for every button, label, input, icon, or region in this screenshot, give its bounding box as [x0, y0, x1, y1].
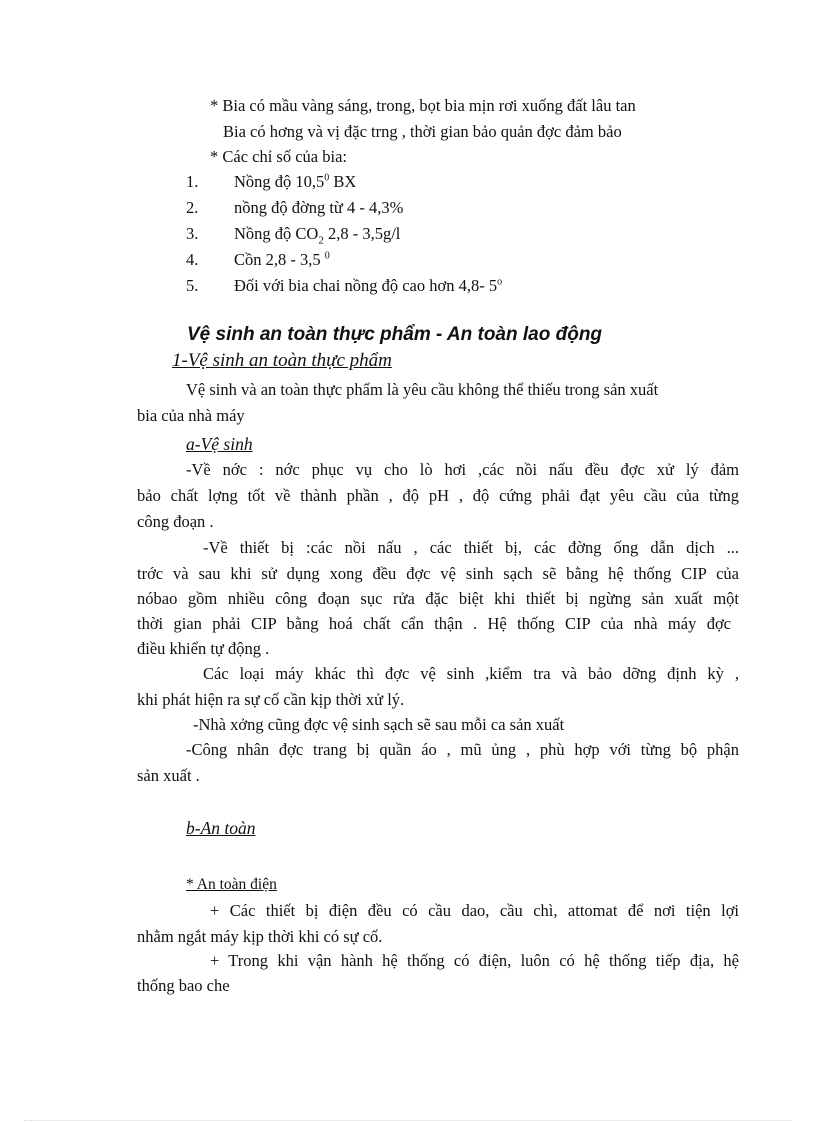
index-item-2: nồng độ đờng từ 4 - 4,3% — [234, 198, 404, 217]
worker-line-2: sản xuất . — [137, 766, 200, 785]
section-1-title: 1-Vệ sinh an toàn thực phẩm — [172, 350, 392, 371]
equip-line-4: thời gian phải CIP bằng hoá chất cẩn thận . Hệ thống CIP của nhà máy đợc — [137, 614, 731, 633]
water-line-3: công đoạn . — [137, 512, 214, 531]
section-1-paragraph-line-2: bia của nhà máy — [137, 406, 245, 425]
section-1-paragraph-line-1: Vệ sinh và an toàn thực phẩm là yêu cầu không thể thiếu trong sản xuất — [186, 380, 659, 399]
section-heading: Vệ sinh an toàn thực phẩm - An toàn lao động — [187, 324, 603, 345]
electric-item-2-line-2: thống bao che — [137, 976, 230, 995]
water-line-1: -Về nớc : nớc phục vụ cho lò hơi ,các nồi nấu đều đợc xử lý đảm — [186, 460, 739, 479]
water-line-2: bảo chất lợng tốt về thành phần , độ pH , độ cứng phải đạt yêu cầu của từng — [137, 486, 739, 505]
equip-line-2: trớc và sau khi sử dụng xong đều đợc vệ sinh sạch sẽ bằng hệ thống CIP của — [137, 564, 739, 583]
intro-line-2: Bia có hơng và vị đặc trng , thời gian bảo quản đợc đảm bảo — [223, 122, 622, 141]
worker-line-1: -Công nhân đợc trang bị quần áo , mũ ủng , phù hợp với từng bộ phận — [186, 740, 739, 759]
intro-line-3: * Các chỉ số của bia: — [210, 147, 347, 166]
page-bottom-divider — [24, 1120, 792, 1121]
electric-safety-title: * An toàn điện — [186, 876, 277, 893]
equip-line-3: nóbao gồm nhiều công đoạn sục rửa đặc biệt khi thiết bị ngừng sản xuất một — [137, 589, 739, 608]
electric-item-2-line-1: + Trong khi vận hành hệ thống có điện, luôn có hệ thống tiếp địa, hệ — [210, 951, 739, 970]
electric-item-1-line-1: + Các thiết bị điện đều có cầu dao, cầu chì, attomat để nơi tiện lợi — [210, 901, 739, 920]
index-item-3: Nồng độ $CO_2$ 2,8 - 3,5g/l — [234, 224, 401, 247]
index-number: 4. — [186, 250, 199, 269]
machine-line-2: khi phát hiện ra sự cố cần kịp thời xử lý. — [137, 690, 405, 709]
equip-line-1: -Về thiết bị :các nồi nấu , các thiết bị, các đờng ống dẫn dịch ... — [203, 538, 739, 557]
electric-item-1-line-2: nhằm ngắt máy kịp thời khi có sự cố. — [137, 927, 383, 946]
index-number: 1. — [186, 172, 199, 191]
section-a-title: a-Vệ sinh — [186, 434, 253, 454]
index-number: 3. — [186, 224, 199, 243]
machine-line-1: Các loại máy khác thì đợc vệ sinh ,kiểm tra và bảo dỡng định kỳ , — [203, 664, 739, 683]
equip-line-5: điều khiển tự động . — [137, 639, 270, 658]
index-item-5: Đối với bia chai nồng độ cao hơn 4,8- 5$^o$ — [234, 276, 503, 295]
index-number: 2. — [186, 198, 199, 217]
index-number: 5. — [186, 276, 199, 295]
index-item-1: Nồng độ 10,5$^0$ BX — [234, 172, 357, 191]
index-item-4: Cồn 2,8 - 3,5 $^0$ — [234, 250, 330, 269]
intro-line-1: * Bia có mầu vàng sáng, trong, bọt bia mịn rơi xuống đất lâu tan — [210, 96, 636, 115]
section-b-title: b-An toàn — [186, 818, 256, 838]
factory-line: -Nhà xởng cũng đợc vệ sinh sạch sẽ sau mỗi ca sản xuất — [193, 715, 565, 734]
